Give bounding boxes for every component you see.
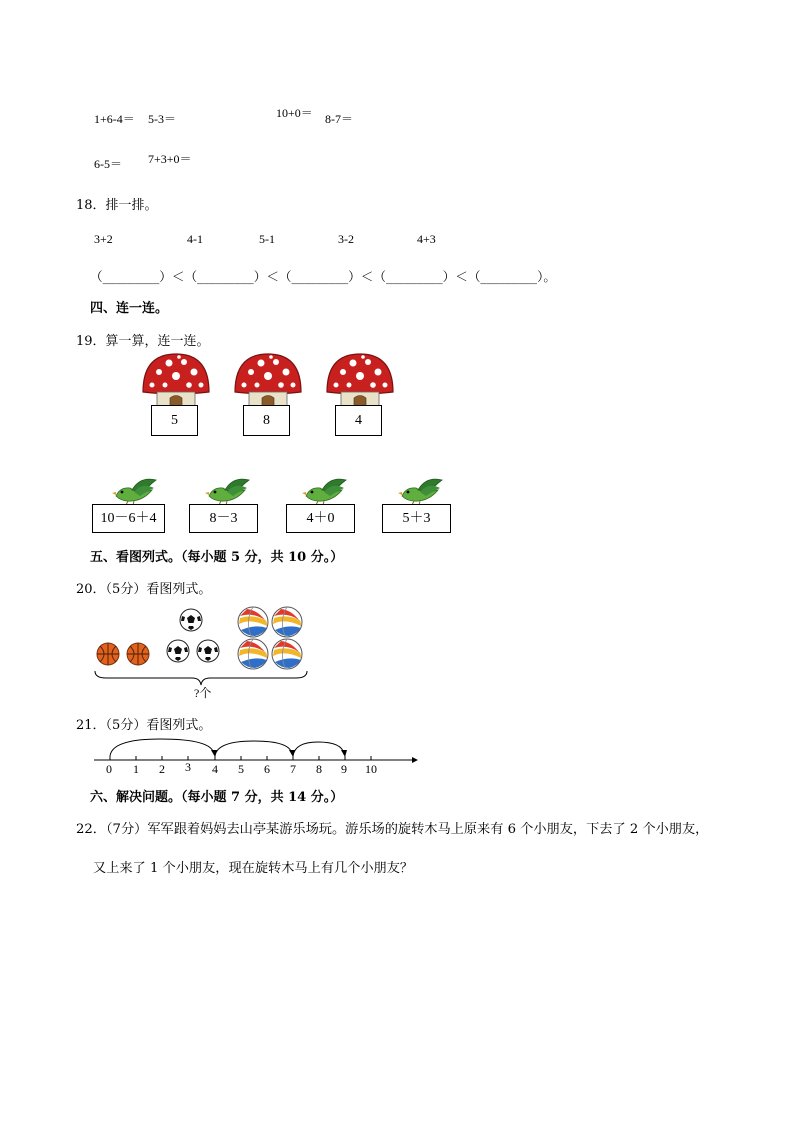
bird-expression-box[interactable]: 10－6＋4: [92, 504, 165, 533]
tick-label: 5: [238, 762, 244, 776]
volleyball-icon: [237, 638, 269, 670]
mushroom-house-icon: [323, 352, 397, 408]
tick-label: 10: [365, 762, 377, 776]
bird-icon: [205, 474, 249, 506]
bird-icon: [302, 474, 346, 506]
section-5-title: 五、看图列式。（每小题 5 分，共 10 分。）: [90, 550, 344, 565]
tick-label: 1: [133, 762, 139, 776]
q18-item-5: 4+3: [417, 232, 436, 246]
mushroom-number-box[interactable]: 4: [335, 405, 382, 436]
mushroom-house-icon: [231, 352, 305, 408]
mushroom-number-box[interactable]: 5: [151, 405, 198, 436]
tick-label: 0: [106, 762, 112, 776]
tick-label: 6: [264, 762, 270, 776]
tick-label: 4: [212, 762, 218, 776]
tick-label: 7: [290, 762, 296, 776]
q20-title: 20．（5分）看图列式。: [76, 582, 212, 597]
equation-6: 7+3+0＝: [148, 152, 192, 166]
q21-title: 21．（5分）看图列式。: [76, 718, 212, 733]
section-4-title: 四、连一连。: [90, 301, 169, 316]
soccer-ball-icon: [179, 608, 203, 632]
q18-blank-row: （_________）＜（_________）＜（_________）＜（_________）＜（_________）。: [90, 269, 556, 284]
q18-item-3: 5-1: [259, 232, 275, 246]
equation-3: 10+0＝: [276, 106, 313, 120]
brace-label: ?个: [194, 686, 212, 700]
soccer-ball-icon: [196, 639, 220, 663]
equation-4: 8-7＝: [325, 112, 353, 126]
tick-label: 3: [185, 760, 191, 774]
bird-icon: [398, 474, 442, 506]
q22-line-2: 又上来了 1 个小朋友，现在旋转木马上有几个小朋友？: [93, 861, 414, 876]
q18-item-4: 3-2: [338, 232, 354, 246]
bird-icon: [112, 474, 156, 506]
tick-label: 8: [316, 762, 322, 776]
tick-label: 9: [341, 762, 347, 776]
mushroom-house-icon: [139, 352, 213, 408]
mushroom-number-box[interactable]: 8: [243, 405, 290, 436]
section-6-title: 六、解决问题。（每小题 7 分，共 14 分。）: [90, 790, 344, 805]
bird-expression-box[interactable]: 8－3: [189, 504, 258, 533]
q18-item-1: 3+2: [94, 232, 113, 246]
volleyball-icon: [271, 606, 303, 638]
basketball-icon: [96, 642, 120, 666]
equation-5: 6-5＝: [94, 157, 122, 171]
basketball-icon: [126, 642, 150, 666]
q18-item-2: 4-1: [187, 232, 203, 246]
soccer-ball-icon: [166, 639, 190, 663]
bird-expression-box[interactable]: 5＋3: [382, 504, 451, 533]
q19-title: 19．算一算，连一连。: [76, 334, 210, 349]
equation-1: 1+6-4＝: [94, 112, 135, 126]
tick-label: 2: [159, 762, 165, 776]
volleyball-icon: [237, 606, 269, 638]
equation-2: 5-3＝: [148, 112, 176, 126]
q22-line-1: 22．（7分）军军跟着妈妈去山亭某游乐场玩。游乐场的旋转木马上原来有 6 个小朋友，下去了 2 个小朋友，: [76, 822, 709, 837]
q18-title: 18．排一排。: [76, 198, 158, 213]
volleyball-icon: [271, 638, 303, 670]
bird-expression-box[interactable]: 4＋0: [286, 504, 355, 533]
